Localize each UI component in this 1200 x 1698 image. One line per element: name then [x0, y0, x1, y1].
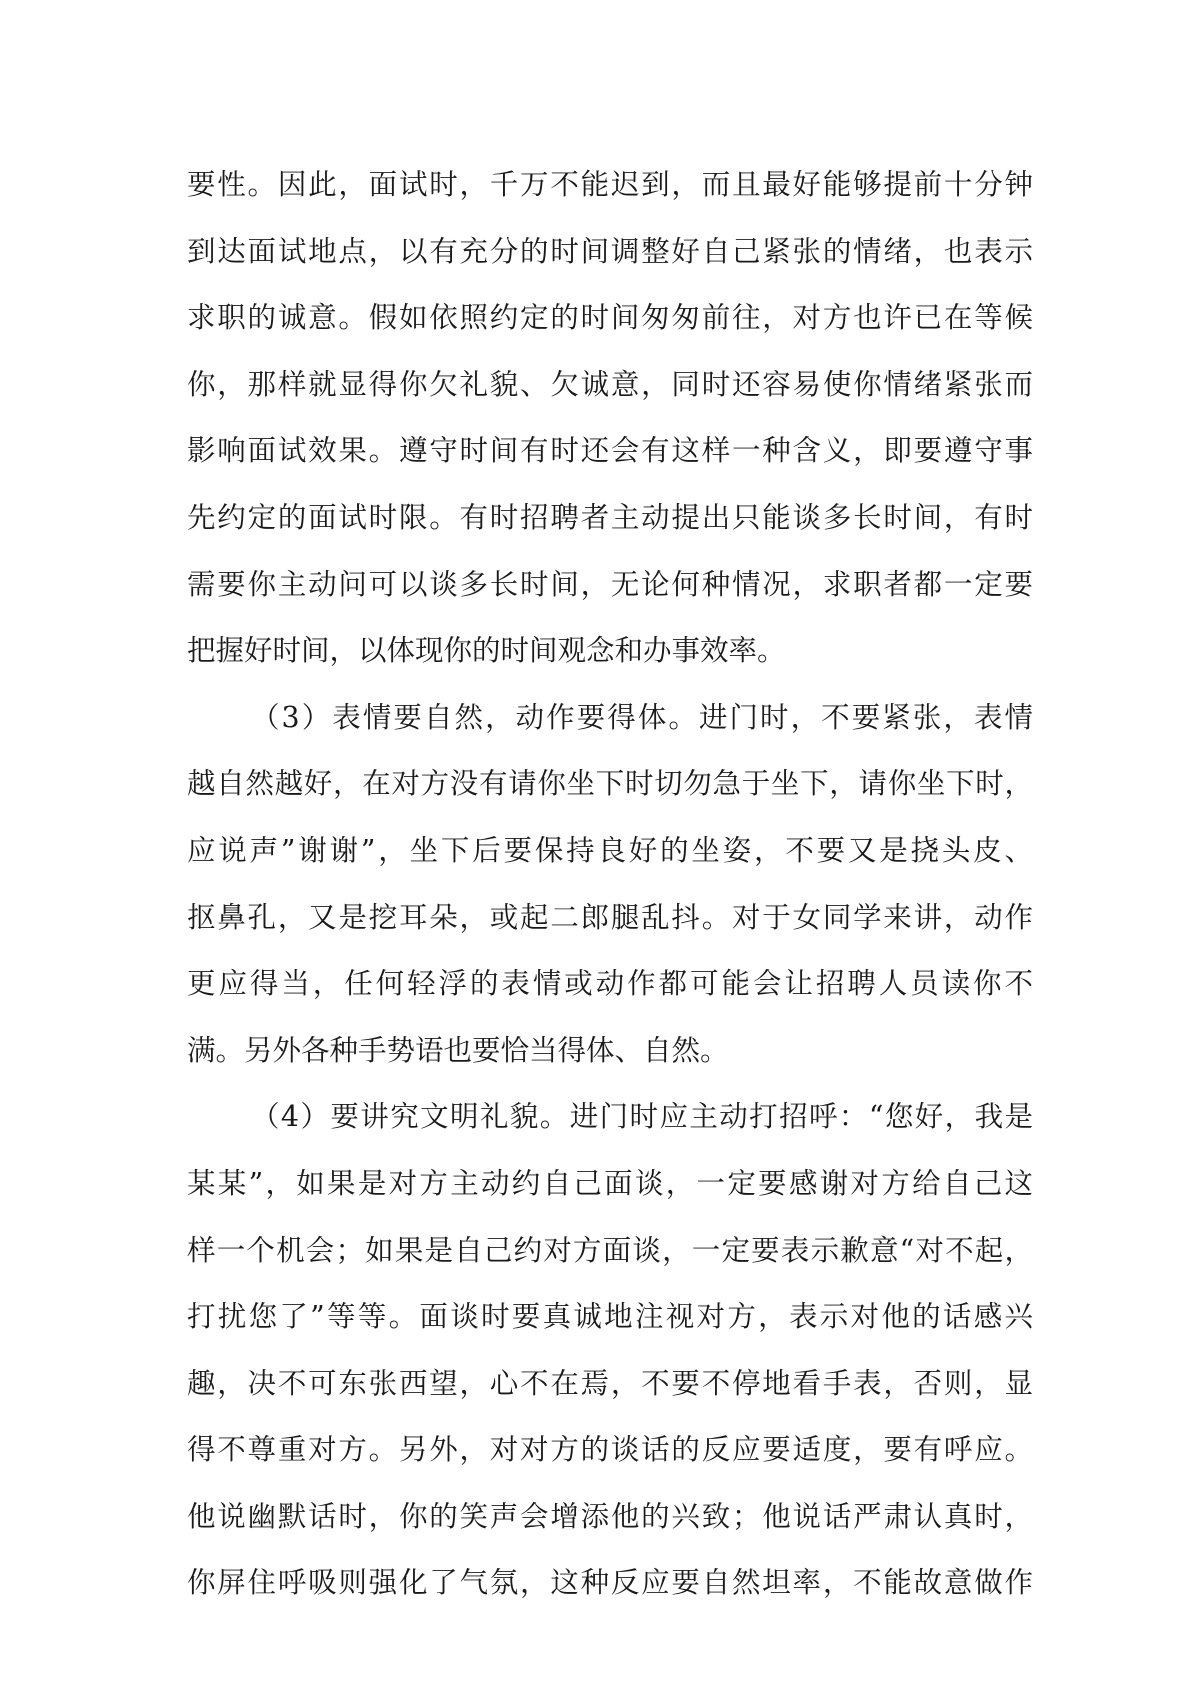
text-line: 打扰您了”等等。面谈时要真诚地注视对方，表示对他的话感兴	[187, 1300, 1033, 1334]
text-line: 应说声”谢谢”，坐下后要保持良好的坐姿，不要又是挠头皮、	[187, 833, 1033, 867]
text-line: 到达面试地点，以有充分的时间调整好自己紧张的情绪，也表示	[187, 234, 1033, 268]
text-line: 求职的诚意。假如依照约定的时间匆匆前往，对方也许已在等候	[187, 301, 1033, 335]
text-line: 抠鼻孔，又是挖耳朵，或起二郎腿乱抖。对于女同学来讲，动作	[187, 900, 1033, 934]
text-line: 得不尊重对方。另外，对对方的谈话的反应要适度，要有呼应。	[187, 1433, 1033, 1467]
text-line: 先约定的面试时限。有时招聘者主动提出只能谈多长时间，有时	[187, 500, 1033, 534]
body-text	[187, 152, 1033, 1617]
text-line: 更应得当，任何轻浮的表情或动作都可能会让招聘人员读你不	[187, 967, 1033, 1001]
text-line: 你屏住呼吸则强化了气氛，这种反应要自然坦率，不能故意做作	[187, 1566, 1033, 1600]
text-line: 你，那样就显得你欠礼貌、欠诚意，同时还容易使你情绪紧张而	[187, 367, 1033, 401]
paragraph-courtesy	[187, 1084, 1033, 1617]
paragraph-expression-manner	[187, 685, 1033, 1085]
text-line: 需要你主动问可以谈多长时间，无论何种情况，求职者都一定要	[187, 567, 1033, 601]
text-line: 把握好时间，以体现你的时间观念和办事效率。	[187, 634, 786, 668]
text-line: 趣，决不可东张西望，心不在焉，不要不停地看手表，否则，显	[187, 1366, 1033, 1400]
text-line: 他说幽默话时，你的笑声会增添他的兴致；他说话严肃认真时，	[187, 1499, 1033, 1533]
text-line: 样一个机会；如果是自己约对方面谈，一定要表示歉意“对不起，	[187, 1233, 1033, 1267]
text-line: （3）表情要自然，动作要得体。进门时，不要紧张，表情	[251, 700, 1033, 734]
text-line: （4）要讲究文明礼貌。进门时应主动打招呼：“您好，我是	[251, 1100, 1033, 1134]
text-line: 满。另外各种手势语也要恰当得体、自然。	[187, 1033, 729, 1067]
text-line: 某某”，如果是对方主动约自己面谈，一定要感谢对方给自己这	[187, 1166, 1033, 1200]
text-line: 要性。因此，面试时，千万不能迟到，而且最好能够提前十分钟	[187, 168, 1033, 201]
text-line: 越自然越好，在对方没有请你坐下时切勿急于坐下，请你坐下时，	[187, 767, 1033, 801]
text-line: 影响面试效果。遵守时间有时还会有这样一种含义，即要遵守事	[187, 434, 1033, 468]
paragraph-punctuality	[187, 152, 1033, 685]
